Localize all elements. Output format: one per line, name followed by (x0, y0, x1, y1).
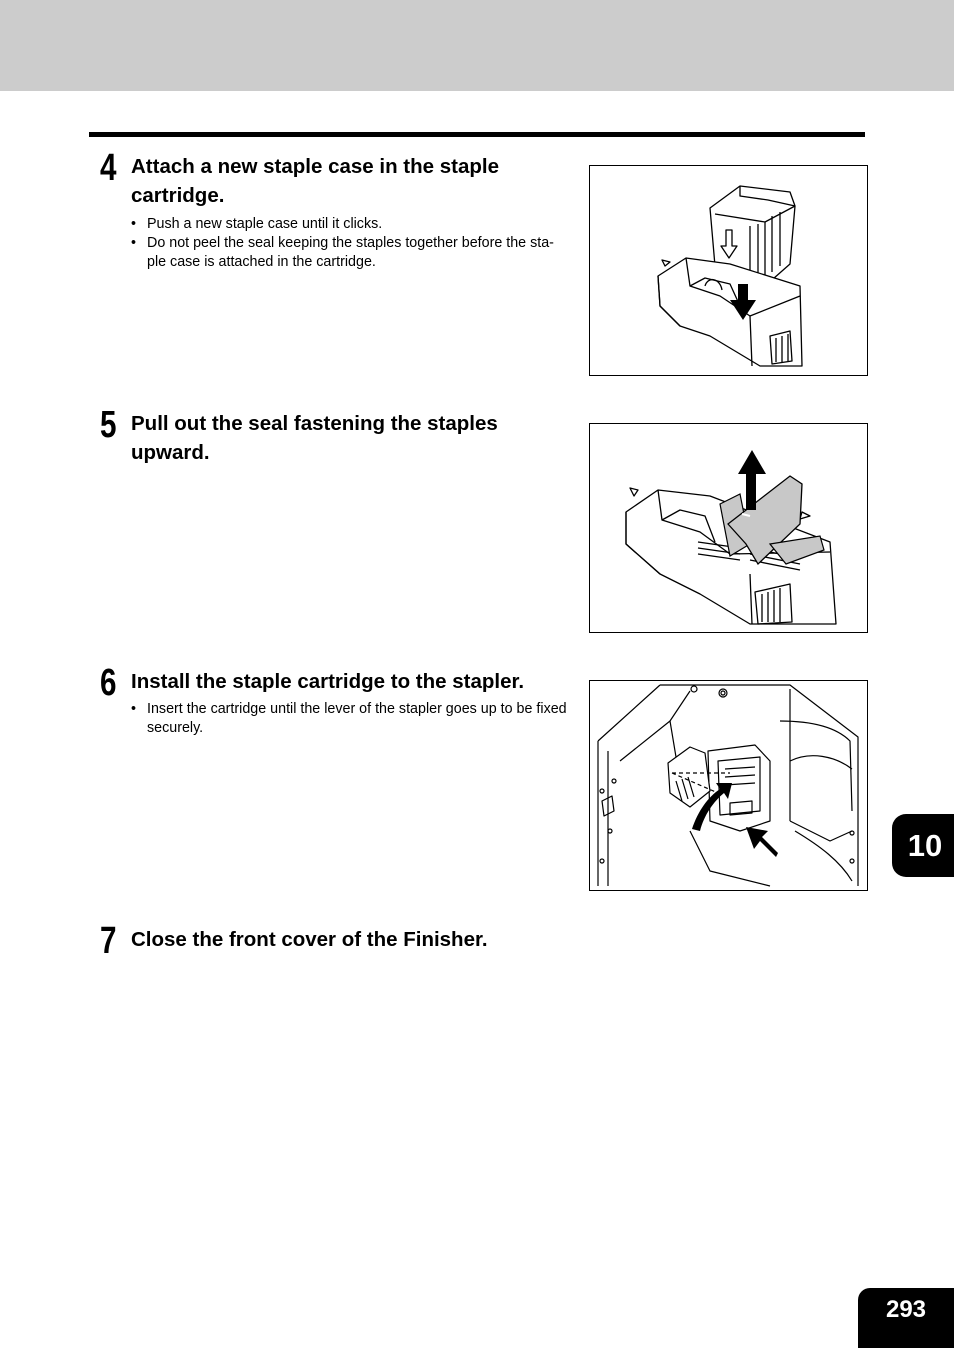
step-bullets (131, 215, 571, 272)
cartridge-install-illustration (589, 680, 868, 891)
header-band (0, 0, 954, 91)
chapter-tab: 10 (892, 814, 954, 877)
section-rule (89, 132, 865, 137)
bullet-item: • Insert the cartridge until the lever of the stapler goes up to be fixed securely. (131, 700, 571, 738)
step-number: 5 (100, 404, 117, 446)
staple-case-insert-illustration (589, 165, 868, 376)
bullet-item: • Push a new staple case until it clicks. (131, 215, 571, 234)
step-number: 4 (100, 147, 117, 189)
step-title: Close the front cover of the Finisher. (131, 928, 488, 951)
step-number: 6 (100, 662, 117, 704)
page-number: 293 (858, 1288, 954, 1348)
step-title: Install the staple cartridge to the stapler. (131, 670, 525, 693)
seal-pull-illustration (589, 423, 868, 633)
bullet-item: • Do not peel the seal keeping the staples together before the sta-ple case is attached in the cartridge. (131, 234, 571, 272)
step-bullets (131, 700, 571, 738)
step-title: Attach a new staple case in the staple cartridge. (131, 155, 499, 207)
step-number: 7 (100, 920, 117, 962)
step-title: Pull out the seal fastening the staples upward. (131, 412, 498, 464)
